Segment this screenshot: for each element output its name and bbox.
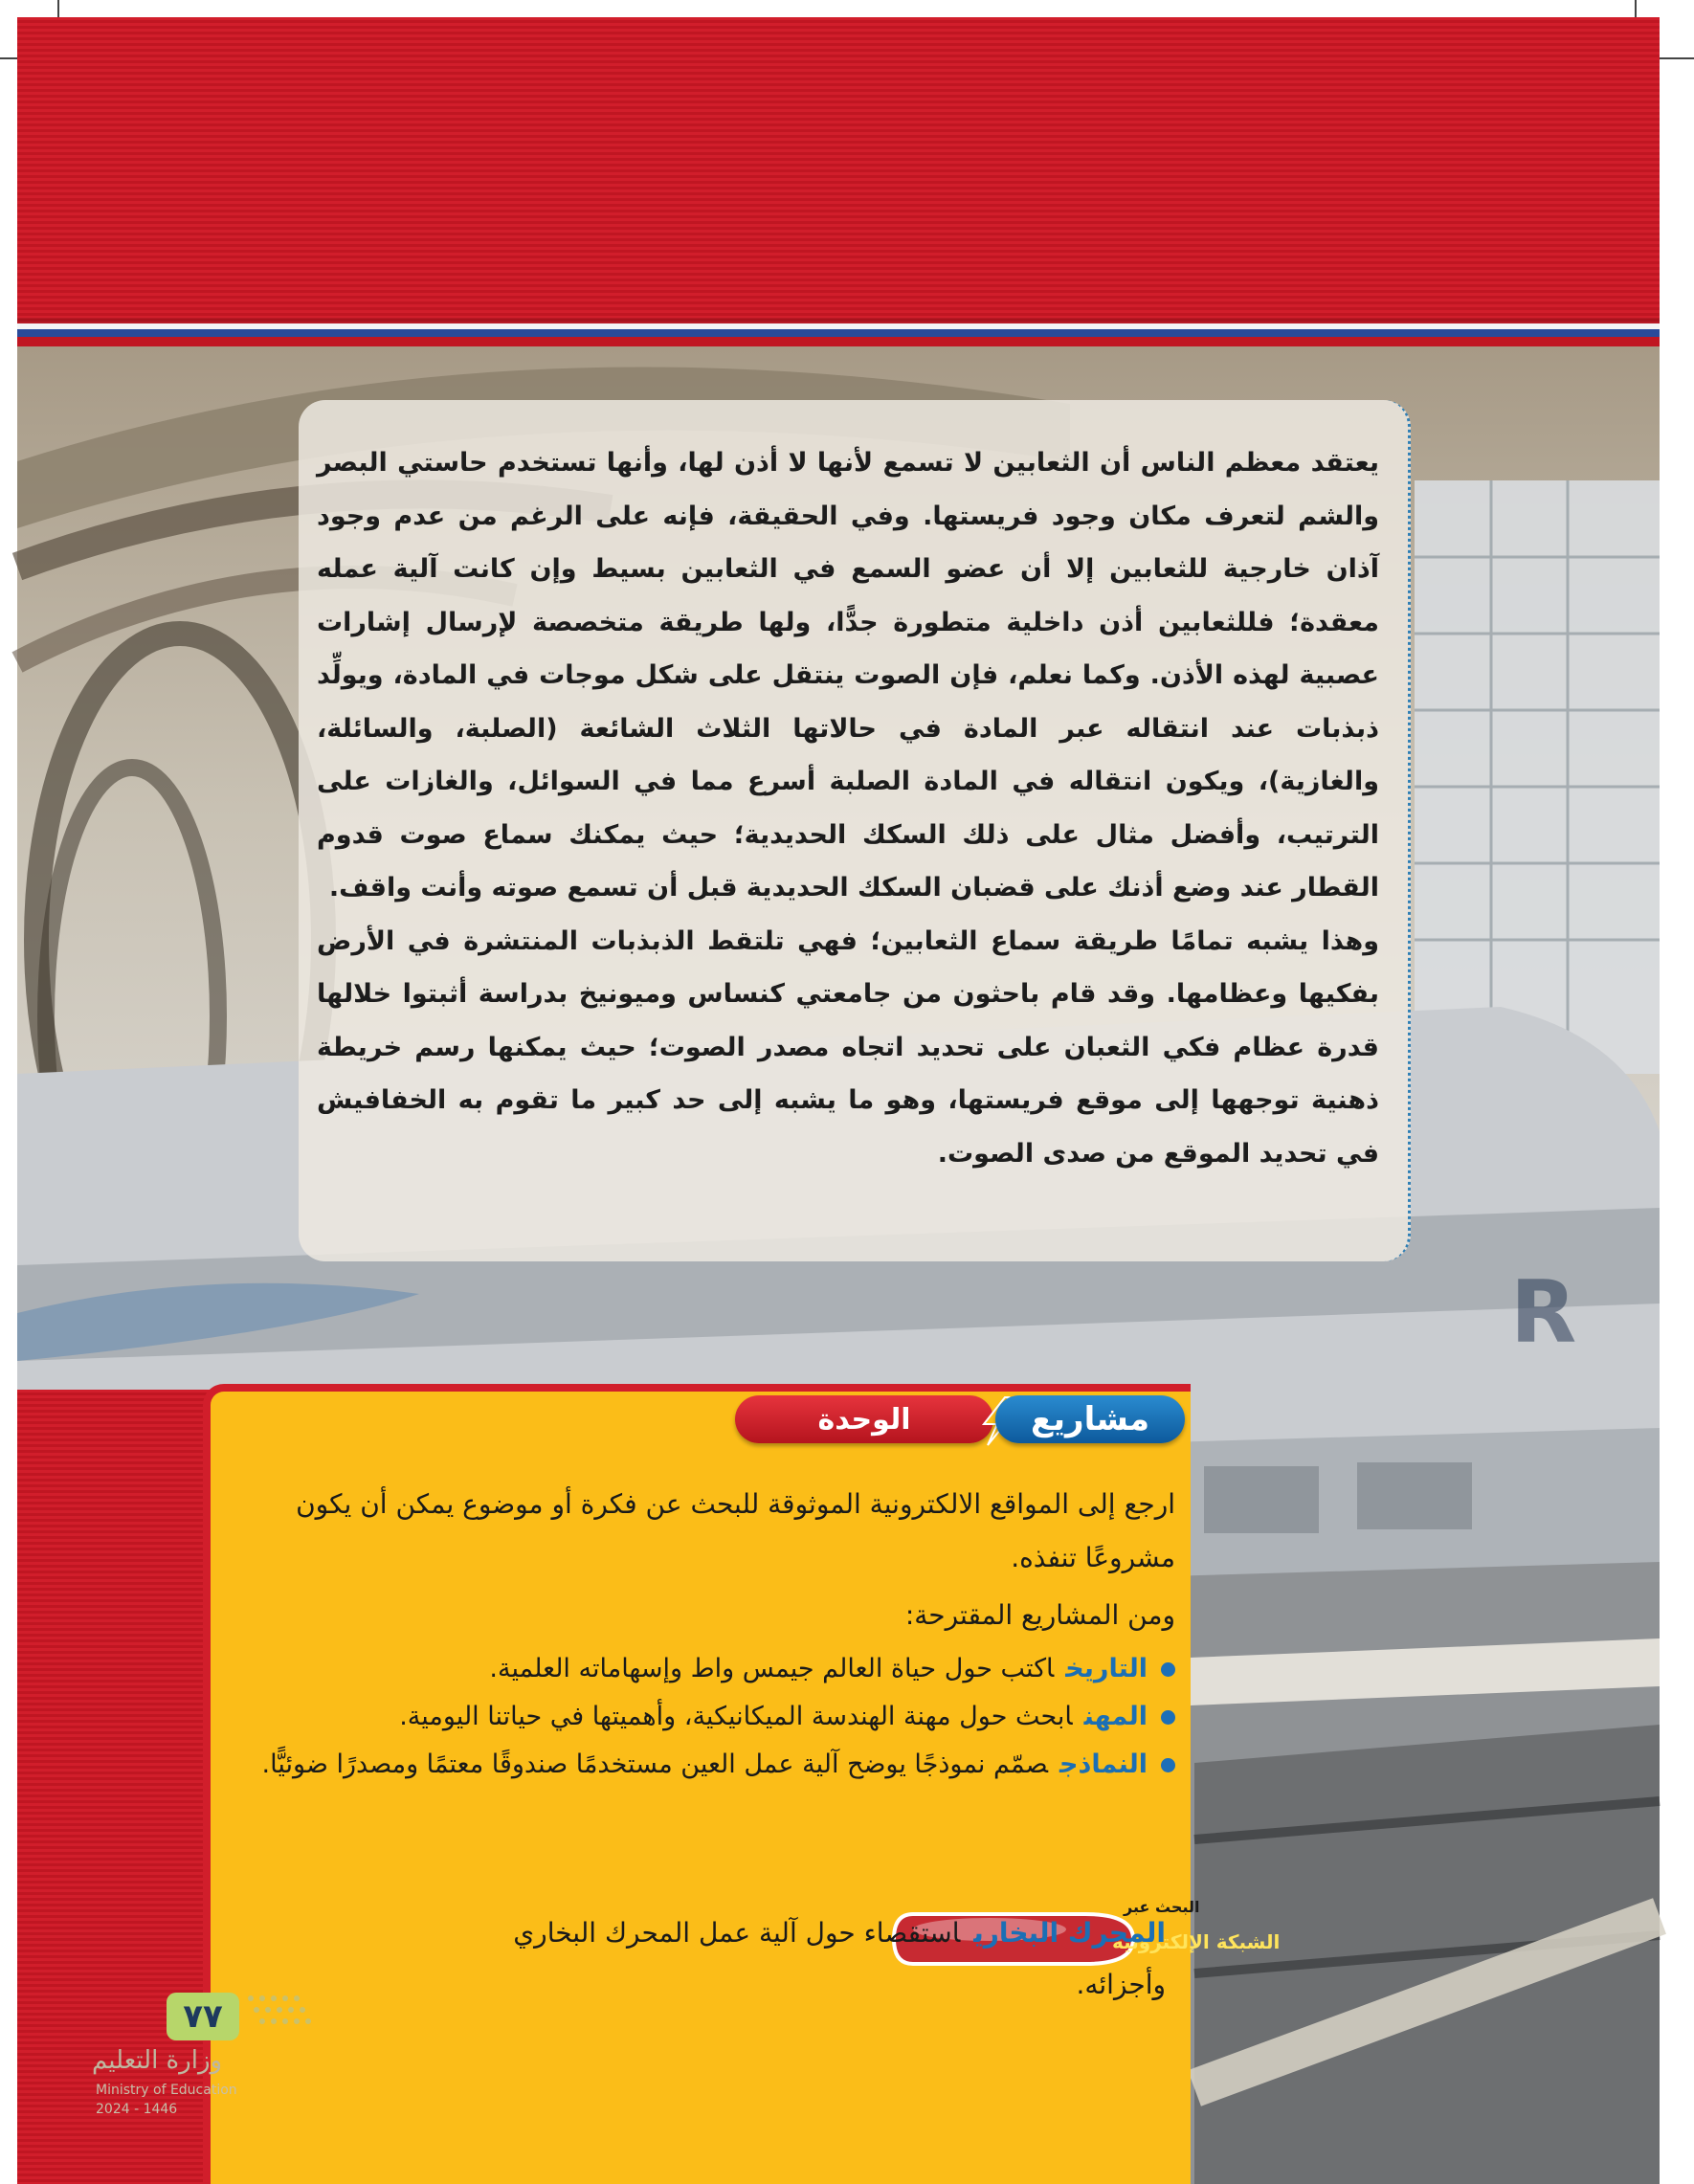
- project-item-models: [218, 1744, 1175, 1786]
- bullet-icon: [1161, 1710, 1175, 1725]
- project-item-text: ابحث حول مهنة الهندسة الميكانيكية، وأهميتها في حياتنا اليومية.: [399, 1702, 1073, 1731]
- watermark-ministry-english: Ministry of Education: [96, 2083, 237, 2098]
- article-text-panel: [299, 400, 1411, 1261]
- article-paragraph-2: وهذا يشبه تمامًا طريقة سماع الثعابين؛ فهي تلتقط الذبذبات المنتشرة في الأرض بفكيها وعظامها. وقد قام باحثون من جامعتي كنساس وميونيخ بدراسة أثبتوا خلالها قدرة عظام فكي الثعبان على تحديد اتجاه مصدر الصوت؛ حيث يمكنها رسم خريطة ذهنية توجهها إلى موقع فريستها، وهو ما يشبه إلى حد كبير ما تقوم به الخفافيش في تحديد الموقع من صدى الصوت.: [317, 925, 1379, 1169]
- web-search-line-2: [477, 1962, 1166, 2008]
- watermark-ministry-name: وزارة التعليم: [92, 2046, 223, 2075]
- project-item-careers: [218, 1696, 1175, 1738]
- page-number-text: ٧٧: [183, 1997, 223, 2036]
- project-item-text: صمّم نموذجًا يوضح آلية عمل العين مستخدمًا صندوقًا معتمًا ومصدرًا ضوئيًّا.: [261, 1749, 1049, 1779]
- bullet-icon: [1161, 1662, 1175, 1677]
- bullet-icon: [1161, 1758, 1175, 1772]
- projects-intro-line-2: مشروعًا تنفذه.: [1011, 1542, 1175, 1573]
- web-search-text: استقصاء حول آلية عمل المحرك البخاري: [513, 1917, 961, 1949]
- tab-projects: [995, 1395, 1185, 1443]
- web-badge-bottom-text: الشبكة الإلكترونية: [1112, 1930, 1281, 1953]
- project-item-label: التاريخ: [1065, 1654, 1148, 1683]
- project-item-label: المهن: [1083, 1702, 1148, 1731]
- projects-intro-line-1: ارجع إلى المواقع الالكترونية الموثوقة للبحث عن فكرة أو موضوع يمكن أن يكون: [296, 1488, 1175, 1520]
- projects-suggested-heading: ومن المشاريع المقترحة:: [904, 1599, 1175, 1631]
- web-badge-top-text: البحث عبر: [1124, 1898, 1200, 1916]
- header-stripe-red: [17, 337, 1660, 346]
- header-stripe-blue: [17, 329, 1660, 337]
- tab-unit-label: الوحدة: [817, 1402, 911, 1437]
- project-item-history: [218, 1648, 1175, 1690]
- project-item-text: اكتب حول حياة العالم جيمس واط وإسهاماته العلمية.: [489, 1654, 1055, 1683]
- web-search-text-continued: وأجزائه.: [1076, 1969, 1166, 2000]
- article-body: [317, 436, 1379, 1180]
- crop-mark: [1656, 57, 1694, 59]
- header-red-band: [17, 17, 1660, 323]
- ministry-logo-dots: [241, 1991, 318, 2033]
- page-number: [167, 1993, 239, 2040]
- web-search-label: المحرك البخاري: [973, 1917, 1166, 1949]
- article-paragraph-1: يعتقد معظم الناس أن الثعابين لا تسمع لأنها لا أذن لها، وأنها تستخدم حاستي البصر والشم لتعرف مكان وجود فريستها. وفي الحقيقة، فإنه على الرغم من عدم وجود آذان خارجية للثعابين إلا أن عضو السمع في الثعابين بسيط وإن كانت آلية عمله معقدة؛ فللثعابين أذن داخلية متطورة جدًّا، ولها طريقة متخصصة لإرسال إشارات عصبية لهذه الأذن. وكما نعلم، فإن الصوت ينتقل على شكل موجات في المادة، ويولِّد ذبذبات عند انتقاله عبر المادة في حالاتها الثلاث الشائعة (الصلبة، والسائلة، والغازية)، ويكون انتقاله في المادة الصلبة أسرع مما في السوائل، والغازات على الترتيب، وأفضل مثال على ذلك السكك الحديدية؛ حيث يمكنك سماع صوت قدوم القطار عند وضع أذنك على قضبان السكك الحديدية قبل أن تسمع صوته وأنت واقف.: [317, 448, 1379, 903]
- tab-unit: [735, 1395, 993, 1443]
- train-logo-letter: R: [1510, 1262, 1577, 1363]
- tab-projects-label: مشاريع: [1031, 1400, 1149, 1438]
- web-search-line-1: [477, 1910, 1166, 1956]
- project-item-label: النماذج: [1059, 1749, 1148, 1779]
- watermark-year: 2024 - 1446: [96, 2102, 178, 2117]
